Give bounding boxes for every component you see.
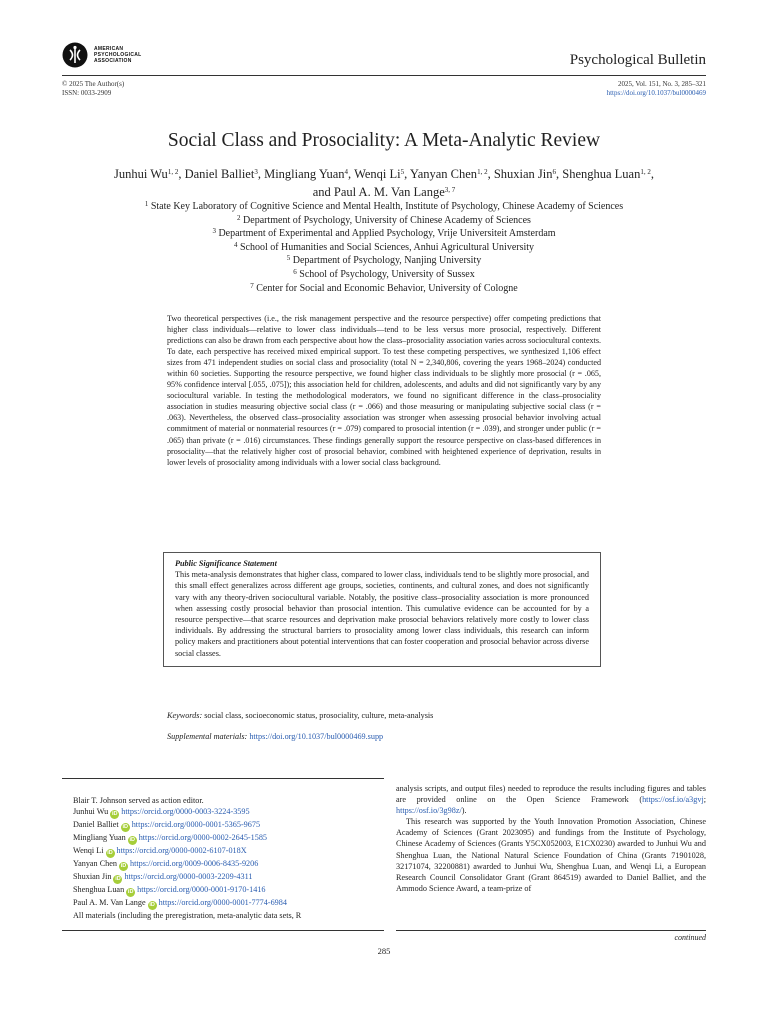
affiliation [62, 227, 706, 241]
logo-line: ASSOCIATION [94, 58, 132, 64]
volume-info: 2025, Vol. 151, No. 3, 285–321 [617, 80, 706, 88]
author-name: Shenghua Luan [562, 167, 641, 181]
logo-text [94, 46, 142, 64]
author-list: Junhui Wu$^{1, 2}$, Daniel Balliet$^3$, Mingliang Yuan$^4$, Wenqi Li$^5$, Yanyan Chen$^{1, 2}$, Shuxian Jin$^6$, Shenghua Luan$^{1, 2}$, and Paul A. M. Van Lange$^{3, 7}$ [114, 167, 654, 199]
header-left [62, 80, 124, 98]
affiliation-sup: 3 [212, 227, 216, 236]
author-note-right [396, 783, 706, 894]
page-number: 285 [377, 946, 391, 956]
supplemental-link[interactable]: https://doi.org/10.1037/bul0000469.supp [249, 732, 384, 741]
apa-logo [62, 42, 142, 68]
author-sup: 3 [254, 168, 258, 176]
author-name: Mingliang Yuan [264, 167, 345, 181]
affiliation-list [62, 200, 706, 295]
orcid-name: Shenghua Luan [73, 885, 125, 895]
orcid-link[interactable]: https://orcid.org/0000-0001-9170-1416 [137, 885, 266, 895]
significance-statement-title: Public Significance Statement [175, 559, 277, 568]
copyright: © 2025 The Author(s) [62, 80, 125, 88]
orcid-row [73, 845, 383, 858]
materials-note-continued [396, 783, 706, 816]
orcid-row [73, 897, 383, 910]
orcid-icon: iD [129, 837, 135, 844]
affiliation-text: School of Humanities and Social Sciences, Anhui Agricultural University [239, 241, 535, 253]
orcid-link[interactable]: https://orcid.org/0000-0002-2645-1585 [138, 833, 268, 843]
author [354, 167, 404, 181]
significance-statement-box [163, 552, 601, 667]
osf-link[interactable]: https://osf.io/a3gvj [642, 795, 704, 805]
affiliation-text: School of Psychology, University of Sussex [299, 268, 475, 280]
orcid-row [73, 819, 383, 832]
supplemental-materials [167, 732, 383, 741]
affiliation [62, 214, 706, 228]
orcid-name: Shuxian Jin [73, 872, 112, 882]
note-text: analysis scripts, and output files) needed to reproduce the results including figures and tables are provided online on the Open Science Framework ( [396, 784, 706, 805]
keywords [167, 711, 433, 720]
footnote-rule [62, 778, 384, 779]
keywords-label: Keywords: [167, 711, 203, 720]
orcid-link[interactable]: https://orcid.org/0000-0002-6107-018X [116, 846, 247, 856]
affiliation-text: Department of Psychology, University of Chinese Academy of Sciences [243, 214, 531, 226]
journal-name: Psychological Bulletin [569, 52, 706, 68]
author-name: Wenqi Li [354, 167, 401, 181]
orcid-row [73, 832, 383, 845]
orcid-link[interactable]: https://orcid.org/0000-0001-7774-6984 [158, 898, 287, 908]
author-note-left [73, 795, 383, 921]
author [264, 167, 348, 181]
author-name: and Paul A. M. Van Lange [312, 185, 445, 199]
affiliation [62, 241, 706, 255]
orcid-link[interactable]: https://orcid.org/0000-0003-3224-3595 [121, 807, 250, 817]
author-sup: 5 [400, 168, 405, 176]
affiliation-sup: 1 [144, 200, 149, 208]
affiliation [62, 254, 706, 268]
funding-note: This research was supported by the Youth Innovation Promotion Association, Chinese Academy of Sciences (Grant 2023095) and fundings from the Institute of Psychology, Chinese Academy of Sciences (Grants Y5CX052003, E1CX0230) awarded to Junhui Wu and Shenghua Luan, the National Natural Science Foundation of China (Grants 71901028, 32171074, 32200881) awarded to Junhui Wu, Shenghua Luan, and Wenqi Li, a European Research Council Consolidator Grant (Grant 864519) awarded to Daniel Balliet, and the Ammodo Science Award, a team-prize of [396, 817, 706, 893]
affiliation-text: Department of Psychology, Nanjing University [292, 255, 482, 267]
affiliation [62, 268, 706, 282]
author-name: Shuxian Jin [493, 167, 553, 181]
orcid-icon: iD [111, 811, 118, 818]
orcid-name: Paul A. M. Van Lange [73, 898, 146, 908]
author [410, 167, 488, 181]
affiliation-sup: 5 [286, 254, 291, 263]
orcid-icon: iD [120, 863, 127, 870]
apa-logo-icon [62, 42, 88, 68]
author [494, 167, 556, 181]
author [185, 167, 258, 181]
author-sup: 1, 2 [640, 168, 651, 176]
orcid-icon: iD [127, 889, 134, 896]
affiliation-sup: 7 [250, 281, 254, 290]
orcid-name: Junhui Wu [73, 807, 109, 817]
affiliation [62, 282, 706, 296]
article-title: Social Class and Prosociality: A Meta-Analytic Review [167, 130, 601, 151]
footnote-rule-right [396, 930, 706, 931]
author [313, 185, 456, 199]
affiliation-sup: 2 [237, 213, 241, 222]
affiliation-text: Department of Experimental and Applied Psychology, Vrije Universiteit Amsterdam [218, 228, 556, 240]
orcid-row [73, 871, 383, 884]
orcid-row [73, 858, 383, 871]
orcid-row [73, 806, 383, 819]
orcid-name: Daniel Balliet [73, 820, 119, 830]
author-name: Daniel Balliet [184, 167, 255, 181]
author [562, 167, 651, 181]
note-text: ). [461, 806, 467, 816]
affiliation-text: State Key Laboratory of Cognitive Science and Mental Health, Institute of Psychology, Chinese Academy of Sciences [150, 201, 624, 212]
supplemental-label: Supplemental materials: [167, 732, 248, 741]
author-sup: 1, 2 [477, 168, 488, 176]
affiliation [62, 200, 706, 214]
orcid-icon: iD [107, 850, 113, 857]
orcid-icon: iD [115, 876, 121, 883]
author [114, 167, 178, 181]
author-sup: 4 [344, 168, 349, 176]
doi-link[interactable]: https://doi.org/10.1037/bul0000469 [606, 89, 706, 97]
logo-line: PSYCHOLOGICAL [94, 52, 142, 58]
affiliation-sup: 4 [233, 240, 238, 249]
logo-line: AMERICAN [94, 46, 124, 52]
author-sup: 1, 2 [167, 168, 179, 176]
orcid-name: Mingliang Yuan [73, 833, 126, 843]
action-editor: Blair T. Johnson served as action editor. [73, 796, 204, 805]
orcid-row [73, 884, 383, 897]
affiliation-sup: 6 [293, 267, 297, 276]
osf-link[interactable]: https://osf.io/3g98z/ [396, 806, 462, 816]
author-sup: 6 [552, 168, 556, 176]
materials-note: All materials (including the preregistration, meta-analytic data sets, R [73, 911, 302, 921]
header-rule [62, 75, 706, 76]
author-sup: 3, 7 [444, 186, 456, 194]
footnote-rule-bottom [62, 930, 384, 931]
keywords-text: social class, socioeconomic status, prosociality, culture, meta-analysis [204, 711, 434, 720]
orcid-link[interactable]: https://orcid.org/0000-0003-2209-4311 [124, 872, 253, 882]
note-separator: ; [703, 795, 706, 805]
abstract: Two theoretical perspectives (i.e., the risk management perspective and the resource perspective) offer competing predictions that higher class individuals—relative to lower class individuals—tend to be less versus more prosocial, respectively. Different predictions can also be drawn from each perspective about how the class–prosociality association varies across sociocultural contexts. To date, each perspective has received mixed empirical support. To test these competing perspectives, we synthesized 1,106 effect sizes from 471 independent studies on social class and prosociality (total N = 2,340,806, covering the years 1968–2024) conducted within 60 societies. Supporting the resource perspective, we found higher class individuals to be slightly more prosocial (r = .065, 95% confidence interval [.055, .075]); this association held for children, adolescents, and adults and did not significantly vary by any sociocultural variable. In testing the methodological moderators, we found no significant difference in the class–prosociality association in studies measuring objective social class (r = .066) and those measuring or manipulating subjective social class (r = .063). Nevertheless, the observed class–prosociality association was stronger when assessing prosocial behavior involving actual commitment of material or nonmaterial resources (r = .079) compared to prosocial intention (r = .039), and stronger under public (r = .065) than private (r = .016) circumstances. These findings generally support the resource perspective on class-based differences in prosociality—that the relatively higher cost of prosocial behavior, combined with heightened experience of deprivation, results in lower levels of prosociality among individuals with a lower social class background. [167, 314, 601, 467]
orcid-name: Wenqi Li [73, 846, 104, 856]
orcid-icon: iD [122, 824, 128, 831]
header-right [607, 80, 706, 98]
affiliation-text: Center for Social and Economic Behavior, University of Cologne [256, 282, 518, 294]
orcid-link[interactable]: https://orcid.org/0009-0006-8435-9206 [129, 859, 259, 869]
author-name: Junhui Wu [114, 167, 168, 181]
issn: ISSN: 0033-2909 [62, 89, 112, 97]
orcid-name: Yanyan Chen [73, 859, 117, 869]
significance-statement-text: This meta-analysis demonstrates that higher class, compared to lower class, individuals tend to be slightly more prosocial, and this small effect generalizes across different age groups, societies, continents, and cultural zones, and does not significantly vary with any theory-driven sociocultural variable. Notably, the positive class–prosociality association is more pronounced when assessing costly prosocial behavior than prosocial intention. This cumulative evidence can be accounted for by a resource perspective—that scarce resources and deprivation make prosocial behaviors relatively more costly to lower class individuals. By addressing the structural barriers to prosociality among lower class individuals, this research can inform policy makers and practitioners about potential interventions that can foster cooperation and prosocial behavior across diverse social classes. [175, 570, 589, 658]
author-name: Yanyan Chen [409, 167, 478, 181]
orcid-icon: iD [149, 902, 155, 909]
continued-label: continued [674, 933, 706, 942]
orcid-link[interactable]: https://orcid.org/0000-0001-5365-9675 [131, 820, 261, 830]
